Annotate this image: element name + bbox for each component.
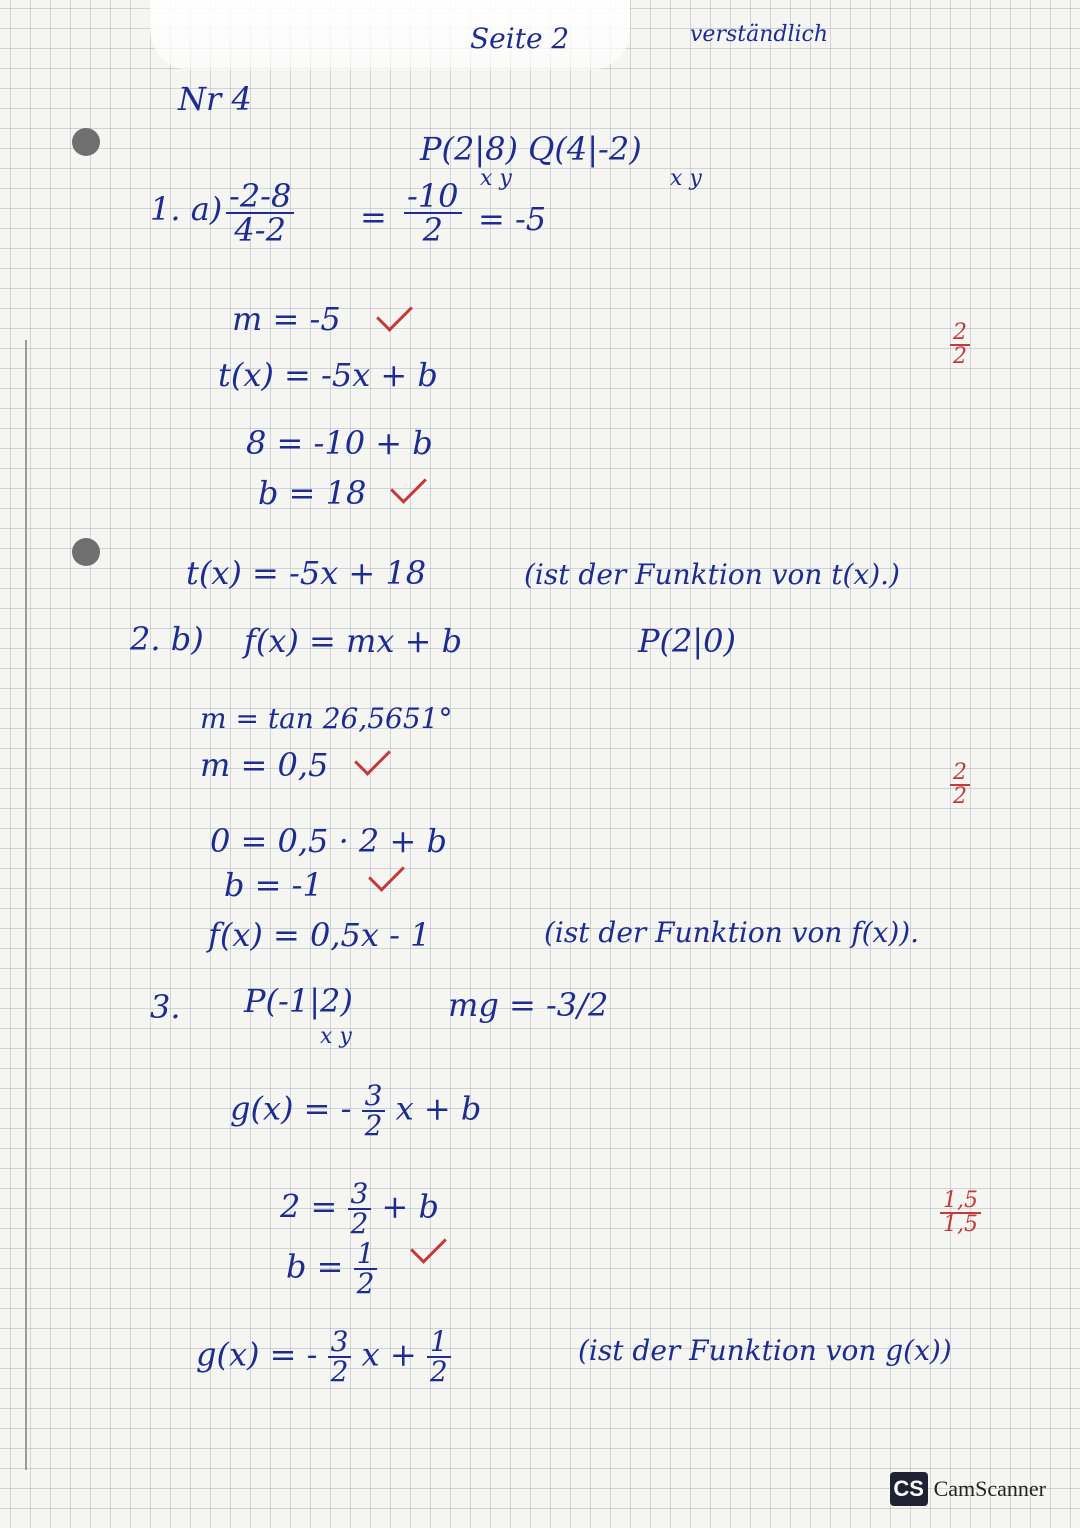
part3-xy-label: x y [320,1024,352,1049]
part1-slope-fraction-2 [404,177,462,249]
g-prefix: g(x) = - [230,1089,352,1128]
b-prefix: b = [286,1247,344,1286]
frac-numerator: 3 [328,1328,352,1358]
frac-numerator: 1 [354,1240,378,1270]
sub-suffix: + b [381,1187,439,1226]
part3-label: 3. [150,988,181,1026]
punch-hole [72,128,100,156]
part1-result-note: (ist der Funktion von t(x).) [524,558,900,591]
part3-point: P(-1|2) [244,982,353,1020]
frac-denominator: 2 [364,1109,383,1142]
part2-m: m = 0,5 [200,746,329,784]
teacher-note: verständlich [690,22,829,47]
score-numerator: 1,5 [940,1190,981,1214]
part1-label: 1. a) [150,190,223,228]
score-denominator: 2 [953,344,967,369]
part2-point: P(2|0) [638,622,736,660]
frac-denominator: 2 [330,1355,349,1388]
punch-hole [72,538,100,566]
part3-g-form [230,1079,482,1142]
score-part1 [950,322,970,368]
part1-substitution: 8 = -10 + b [246,424,433,462]
part2-result: f(x) = 0,5x - 1 [208,916,431,954]
checkmark-icon [368,855,405,892]
part2-substitution: 0 = 0,5 · 2 + b [210,822,447,860]
margin-line [25,340,27,1470]
score-numerator: 2 [950,762,970,786]
checkmark-icon [390,467,427,504]
frac-numerator: 3 [348,1180,372,1210]
score-part2 [950,762,970,808]
frac-numerator: -2-8 [226,180,294,214]
exercise-title: Nr 4 [178,80,252,118]
sub-prefix: 2 = [280,1187,338,1226]
checkmark-icon [354,739,391,776]
part2-f-form: f(x) = mx + b [244,622,463,660]
frac-denominator: 2 [356,1267,375,1300]
frac-denominator: 4-2 [234,211,286,249]
frac-denominator: 2 [350,1207,369,1240]
part2-m-tan: m = tan 26,5651° [200,702,453,735]
given-points: P(2|8) Q(4|-2) [420,130,642,168]
equals: = [360,198,387,236]
part3-mg: mg = -3/2 [448,986,609,1024]
score-denominator: 1,5 [943,1212,978,1237]
frac-numerator: 3 [362,1082,386,1112]
part2-label: 2. b) [130,620,204,658]
part3-substitution [280,1177,439,1240]
part3-result-note: (ist der Funktion von g(x)) [578,1334,952,1367]
xy-label-q: x y [670,166,702,191]
part1-slope-value: = -5 [478,200,547,238]
res-prefix: g(x) = - [196,1335,318,1374]
part1-b: b = 18 [258,474,367,512]
page-number: Seite 2 [470,22,570,55]
part1-slope-fraction [226,177,294,249]
part1-t-form: t(x) = -5x + b [218,356,438,394]
frac-denominator: 2 [429,1355,448,1388]
g-suffix: x + b [395,1089,482,1128]
part1-result: t(x) = -5x + 18 [186,554,427,592]
part2-result-note: (ist der Funktion von f(x)). [544,916,920,949]
frac-denominator: 2 [422,211,443,249]
camscanner-logo-icon: CS [890,1472,928,1506]
part3-b [286,1237,377,1300]
camscanner-watermark [890,1472,1046,1506]
score-denominator: 2 [953,784,967,809]
checkmark-icon [376,295,413,332]
frac-numerator: -10 [404,180,462,214]
score-part3 [940,1190,981,1236]
camscanner-text: CamScanner [933,1476,1046,1501]
part3-result [196,1325,451,1388]
frac-numerator: 1 [427,1328,451,1358]
score-numerator: 2 [950,322,970,346]
part1-m: m = -5 [232,300,341,338]
xy-label-p: x y [480,166,512,191]
res-mid: x + [361,1335,417,1374]
part2-b: b = -1 [224,866,323,904]
